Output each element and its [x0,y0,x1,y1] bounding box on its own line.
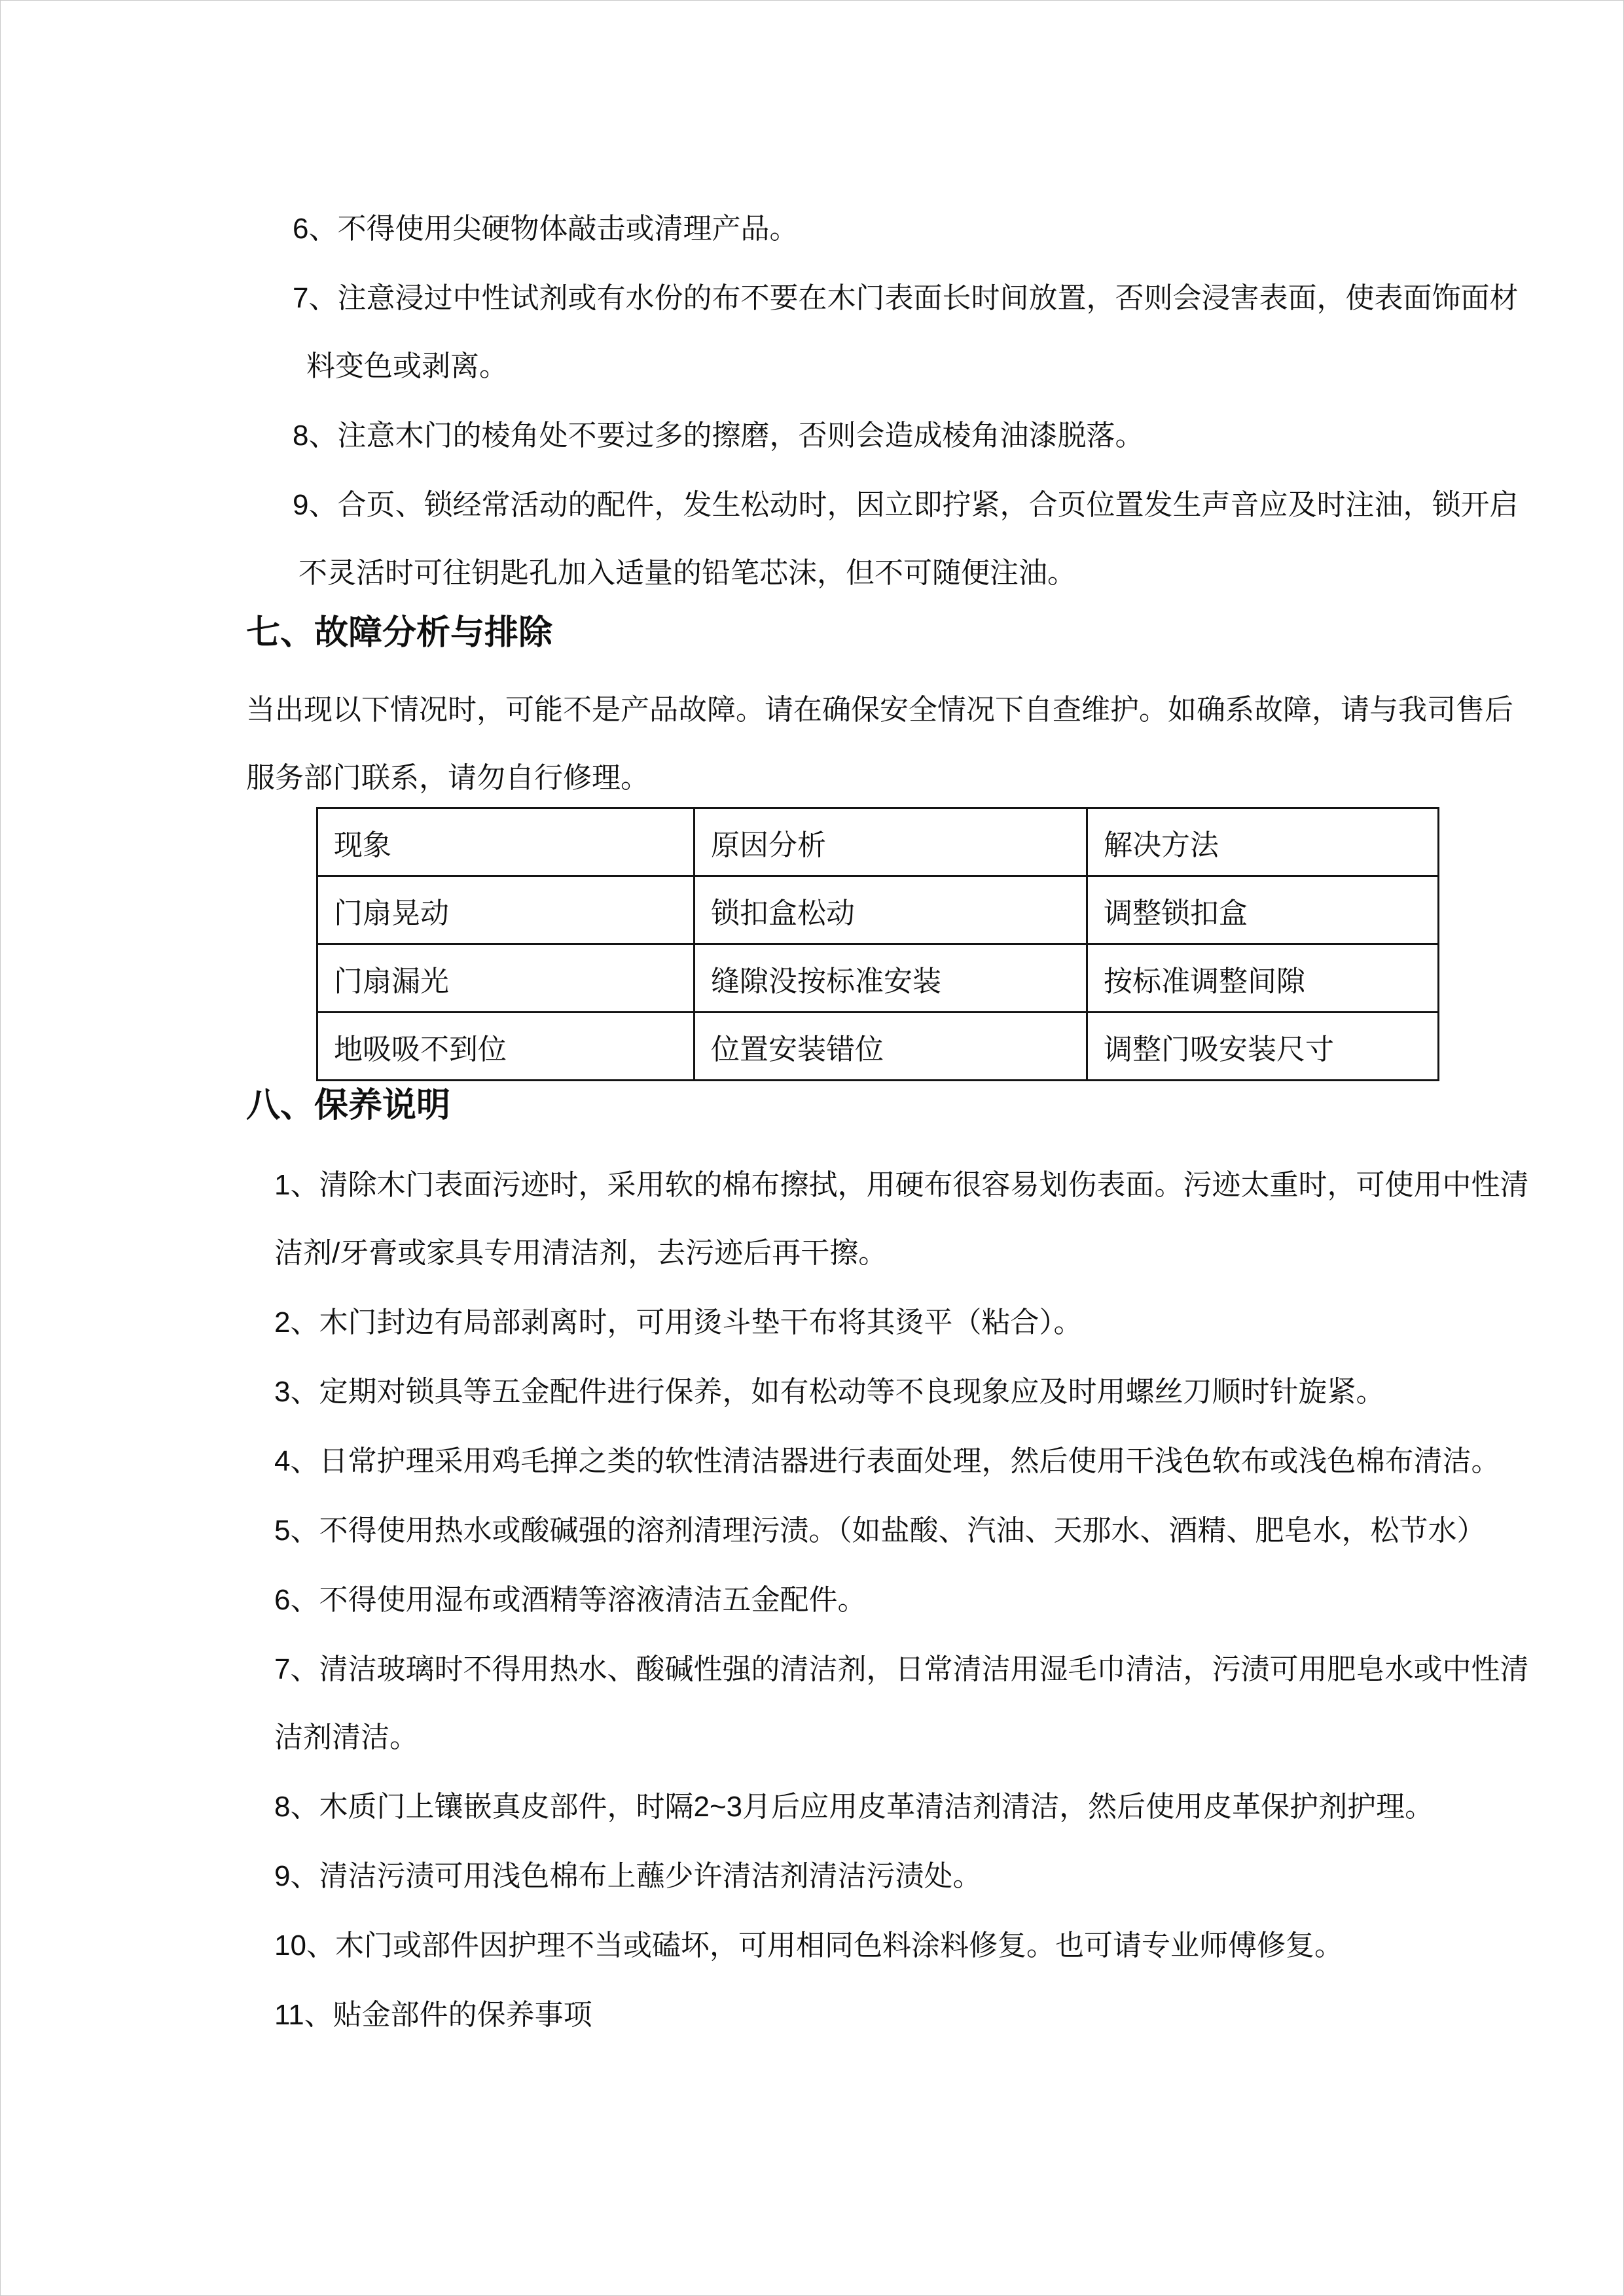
table-header-cell: 原因分析 [695,808,1087,876]
list-item [274,1773,1564,1841]
paragraph-line: 当出现以下情况时，可能不是产品故障。请在确保安全情况下自查维护。如确系故障，请与我司售后 [246,694,1513,726]
list-item [293,264,1564,401]
list-item [293,471,1564,607]
usage-notes-list [246,195,1564,607]
table-cell: 按标准调整间隙 [1087,944,1439,1013]
list-item-line: 7、清洁玻璃时不得用热水、酸碱性强的清洁剂，日常清洁用湿毛巾清洁，污渍可用肥皂水或中性清 [274,1653,1529,1685]
list-item-line: 8、木质门上镶嵌真皮部件，时隔2~3月后应用皮革清洁剂清洁，然后使用皮革保护剂护理。 [274,1791,1434,1823]
list-item-line: 6、不得使用尖硬物体敲击或清理产品。 [293,213,799,245]
section-title-troubleshooting: 七、故障分析与排除 [246,614,553,652]
troubleshooting-intro [246,676,1564,812]
list-item [274,1151,1564,1287]
table-cell: 地吸吸不到位 [317,1013,695,1081]
table-row [317,944,1439,1013]
table-cell: 位置安装错位 [695,1013,1087,1081]
table-cell: 门扇漏光 [317,944,695,1013]
troubleshooting-table [316,807,1439,1081]
table-row [317,1013,1439,1081]
list-item-line: 9、合页、锁经常活动的配件，发生松动时，因立即拧紧，合页位置发生声音应及时注油，锁开启 [293,489,1519,521]
list-item-line: 3、定期对锁具等五金配件进行保养，如有松动等不良现象应及时用螺丝刀顺时针旋紧。 [274,1376,1385,1408]
list-item-line: 9、清洁污渍可用浅色棉布上蘸少许清洁剂清洁污渍处。 [274,1860,982,1892]
paragraph-line: 服务部门联系，请勿自行修理。 [246,762,649,794]
table-cell: 门扇晃动 [317,876,695,944]
list-item [274,1912,1564,1980]
list-item [274,1427,1564,1496]
list-item-line: 8、注意木门的棱角处不要过多的擦磨，否则会造成棱角油漆脱落。 [293,420,1144,452]
list-item-line: 料变色或剥离。 [306,350,508,382]
list-item [274,1636,1564,1772]
table-cell: 调整锁扣盒 [1087,876,1439,944]
list-item-line: 11、贴金部件的保养事项 [274,1999,592,2031]
list-item [274,1497,1564,1565]
list-item-line: 洁剂/牙膏或家具专用清洁剂，去污迹后再干擦。 [274,1237,888,1269]
list-item-line: 不灵活时可往钥匙孔加入适量的铅笔芯沫，但不可随便注油。 [298,557,1076,589]
list-item-line: 4、日常护理采用鸡毛掸之类的软性清洁器进行表面处理，然后使用干浅色软布或浅色棉布清洁。 [274,1445,1500,1477]
section-title-maintenance: 八、保养说明 [246,1086,451,1124]
table-header-cell: 现象 [317,808,695,876]
list-item-line: 10、木门或部件因护理不当或磕坏，可用相同色料涂料修复。也可请专业师傅修复。 [274,1929,1343,1962]
list-item [274,1289,1564,1357]
list-item-line: 2、木门封边有局部剥离时，可用烫斗垫干布将其烫平（粘合）。 [274,1306,1083,1338]
maintenance-list [274,1151,1564,2049]
list-item-line: 7、注意浸过中性试剂或有水份的布不要在木门表面长时间放置，否则会浸害表面，使表面饰面材 [293,282,1519,314]
list-item [274,1981,1564,2049]
list-item [274,1842,1564,1910]
table-cell: 缝隙没按标准安装 [695,944,1087,1013]
table-cell: 调整门吸安装尺寸 [1087,1013,1439,1081]
table-cell: 锁扣盒松动 [695,876,1087,944]
list-item [274,1566,1564,1634]
table-header-row [317,808,1439,876]
list-item [293,402,1564,470]
list-item-line: 6、不得使用湿布或酒精等溶液清洁五金配件。 [274,1584,867,1616]
table-row [317,876,1439,944]
list-item [293,195,1564,263]
document-content [1,1,1623,2049]
list-item-line: 5、不得使用热水或酸碱强的溶剂清理污渍。（如盐酸、汽油、天那水、酒精、肥皂水，松节水） [274,1515,1486,1547]
table-header-cell: 解决方法 [1087,808,1439,876]
list-item-line: 洁剂清洁。 [274,1721,418,1753]
list-item [274,1358,1564,1426]
list-item-line: 1、清除木门表面污迹时，采用软的棉布擦拭，用硬布很容易划伤表面。污迹太重时，可使用中性清 [274,1169,1529,1201]
